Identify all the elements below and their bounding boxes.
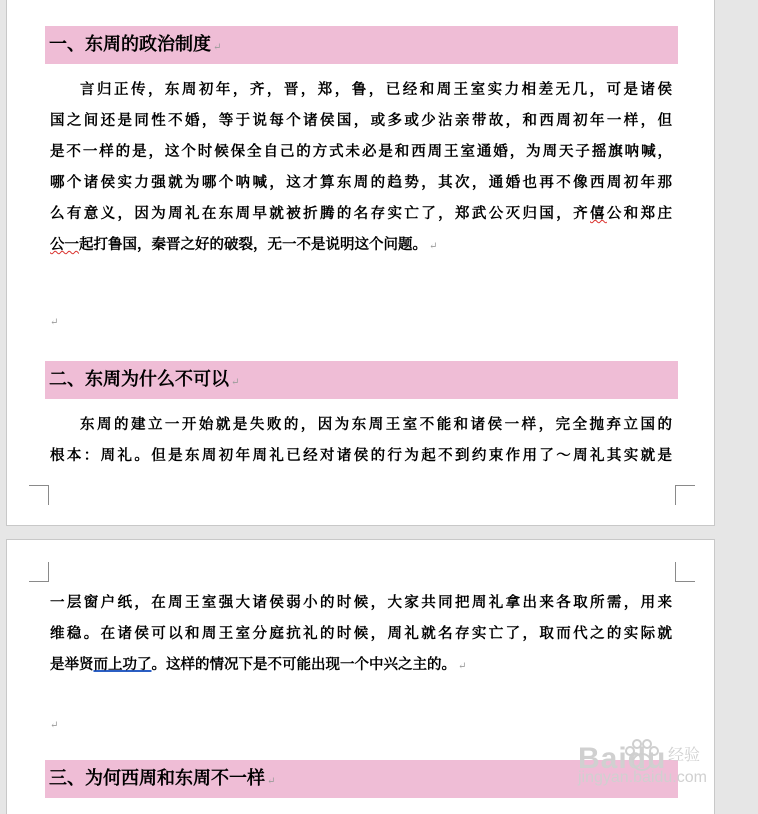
paragraph-mark: ↵ <box>267 776 276 787</box>
text-segment: 么有意义，因为周礼在东周早就被折腾的名存实亡了，郑武公灭归国，齐僖公和郑庄 <box>50 205 672 222</box>
text-line <box>50 649 672 680</box>
text-line <box>50 198 672 229</box>
text-segment: 是举贤而上功了。这样的情况下是不可能出现一个中兴之主的。 <box>50 656 456 673</box>
empty-paragraph-mark: ↵ <box>50 317 59 328</box>
watermark-url: jingyan.baidu.com <box>578 769 707 786</box>
document-page-1[interactable] <box>6 0 715 526</box>
text-line: 根本：周礼。但是东周初年周礼已经对诸侯的行为起不到约束作用了～周礼其实就是 <box>50 447 672 464</box>
text-line: 东周的建立一开始就是失败的，因为东周王室不能和诸侯一样，完全抛弃立国的 <box>80 416 672 433</box>
text-line <box>50 229 672 260</box>
paragraph-mark: ↵ <box>231 377 240 388</box>
paragraph-1[interactable] <box>50 74 672 260</box>
heading-1-text: 一、东周的政治制度 <box>49 34 211 55</box>
heading-3-text: 三、为何西周和东周不一样 <box>49 768 265 789</box>
heading-2-text: 二、东周为什么不可以 <box>49 369 229 390</box>
baidu-paw-icon <box>622 738 662 772</box>
heading-2[interactable] <box>45 361 678 399</box>
underlined-text: 而上功了 <box>93 656 152 673</box>
page-margin-corner-mark <box>675 562 695 582</box>
paragraph-3[interactable] <box>50 587 672 680</box>
text-line: 维稳。在诸侯可以和周王室分庭抗礼的时候，周礼就名存实亡了，取而代之的实际就 <box>50 625 672 642</box>
heading-1[interactable] <box>45 26 678 64</box>
text-line: 言归正传，东周初年，齐，晋，郑，鲁，已经和周王室实力相差无几，可是诸侯 <box>80 81 672 98</box>
text-segment: 公一起打鲁国，秦晋之好的破裂，无一不是说明这个问题。 <box>50 236 427 253</box>
text-line: 国之间还是同性不婚，等于说每个诸侯国，或多或少沾亲带故，和西周初年一样，但 <box>50 112 672 129</box>
text-line: 一层窗户纸，在周王室强大诸侯弱小的时候，大家共同把周礼拿出来各取所需，用来 <box>50 594 672 611</box>
page-margin-corner-mark <box>675 485 695 505</box>
text-line: 是不一样的是，这个时候保全自己的方式未必是和西周王室通婚，为周天子摇旗呐喊， <box>50 143 672 160</box>
watermark-label: 经验 <box>668 747 701 764</box>
paragraph-mark: ↵ <box>213 42 222 53</box>
paragraph-mark: ↵ <box>458 661 467 672</box>
empty-paragraph-mark: ↵ <box>50 720 59 731</box>
watermark-logo: Baidu <box>578 742 667 775</box>
underlined-text: 公一 <box>50 236 79 253</box>
paragraph-mark: ↵ <box>429 241 438 252</box>
baidu-jingyan-watermark <box>578 742 718 802</box>
paragraph-2[interactable] <box>50 409 672 471</box>
underlined-text: 僖 <box>590 205 607 222</box>
text-line: 哪个诸侯实力强就为哪个呐喊，这才算东周的趋势，其次，通婚也再不像西周初年那 <box>50 174 672 191</box>
page-margin-corner-mark <box>29 485 49 505</box>
page-margin-corner-mark <box>29 562 49 582</box>
